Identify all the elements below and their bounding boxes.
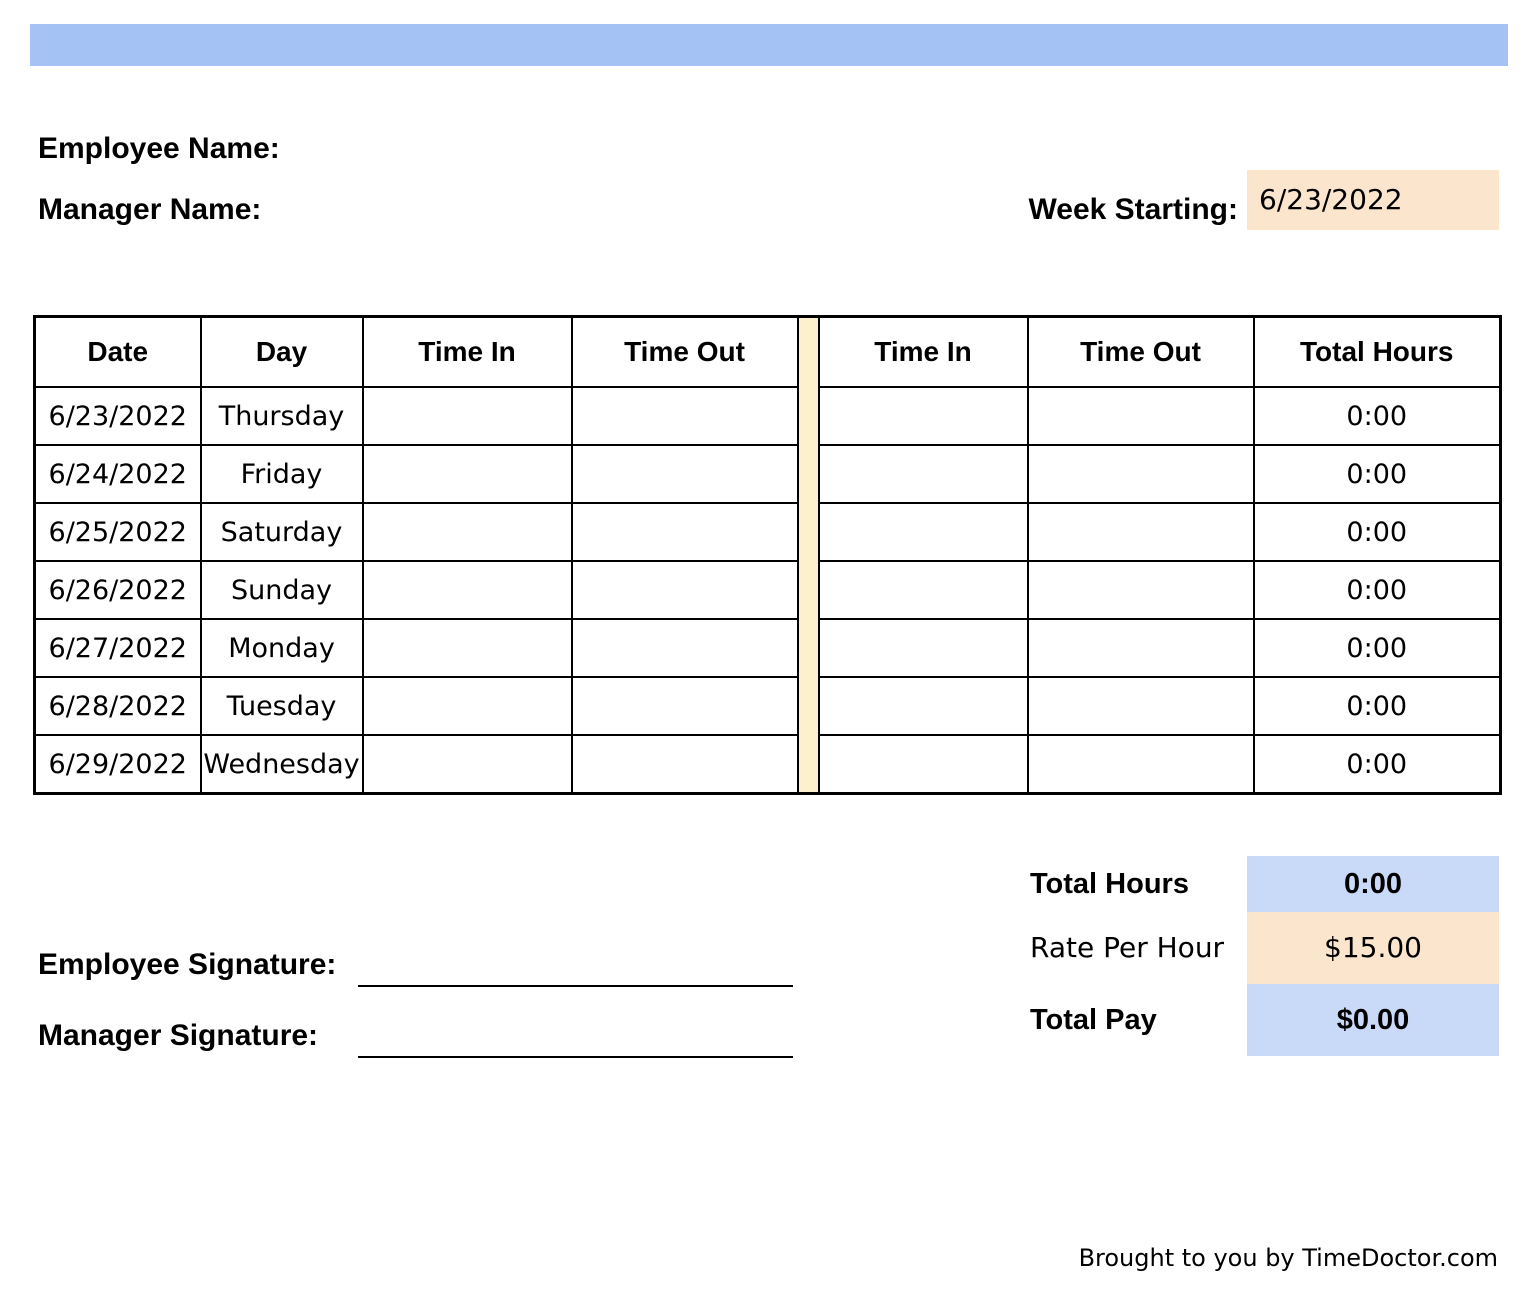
- time-out-2-column-header: Time Out: [1028, 317, 1254, 388]
- total-pay-value: $0.00: [1247, 984, 1499, 1056]
- time-out-cell[interactable]: [1028, 735, 1254, 794]
- date-cell: 6/26/2022: [35, 561, 201, 619]
- day-cell: Sunday: [201, 561, 363, 619]
- day-cell: Saturday: [201, 503, 363, 561]
- time-in-cell[interactable]: [819, 503, 1028, 561]
- day-cell: Wednesday: [201, 735, 363, 794]
- table-header-row: [35, 317, 1501, 388]
- time-out-cell[interactable]: [572, 735, 798, 794]
- time-in-cell[interactable]: [363, 735, 572, 794]
- time-out-cell[interactable]: [572, 387, 798, 445]
- total-hours-cell: 0:00: [1254, 619, 1501, 677]
- day-cell: Tuesday: [201, 677, 363, 735]
- date-cell: 6/23/2022: [35, 387, 201, 445]
- time-in-cell[interactable]: [363, 445, 572, 503]
- table-divider-strip: [798, 317, 819, 794]
- time-in-cell[interactable]: [363, 503, 572, 561]
- time-in-cell[interactable]: [819, 387, 1028, 445]
- employee-name-label: Employee Name:: [38, 132, 280, 165]
- rate-per-hour-value-field[interactable]: $15.00: [1247, 912, 1499, 984]
- total-hours-label: Total Hours: [1030, 868, 1189, 900]
- time-out-1-column-header: Time Out: [572, 317, 798, 388]
- table-row: [35, 445, 1501, 503]
- rate-per-hour-label: Rate Per Hour: [1030, 931, 1225, 964]
- time-out-cell[interactable]: [572, 561, 798, 619]
- week-starting-value-field[interactable]: 6/23/2022: [1247, 170, 1499, 230]
- time-in-cell[interactable]: [363, 387, 572, 445]
- time-out-cell[interactable]: [572, 677, 798, 735]
- time-out-cell[interactable]: [1028, 387, 1254, 445]
- date-cell: 6/25/2022: [35, 503, 201, 561]
- time-in-cell[interactable]: [819, 445, 1028, 503]
- top-color-bar: [30, 24, 1508, 66]
- day-cell: Monday: [201, 619, 363, 677]
- employee-signature-label: Employee Signature:: [38, 948, 337, 981]
- day-cell: Thursday: [201, 387, 363, 445]
- time-out-cell[interactable]: [1028, 619, 1254, 677]
- time-out-cell[interactable]: [1028, 677, 1254, 735]
- time-out-cell[interactable]: [572, 445, 798, 503]
- total-hours-cell: 0:00: [1254, 387, 1501, 445]
- time-out-cell[interactable]: [1028, 445, 1254, 503]
- date-cell: 6/27/2022: [35, 619, 201, 677]
- date-column-header: Date: [35, 317, 201, 388]
- time-in-cell[interactable]: [819, 677, 1028, 735]
- total-hours-cell: 0:00: [1254, 677, 1501, 735]
- manager-signature-line[interactable]: [358, 1056, 793, 1058]
- time-in-cell[interactable]: [363, 561, 572, 619]
- total-hours-value: 0:00: [1247, 856, 1499, 912]
- total-hours-cell: 0:00: [1254, 735, 1501, 794]
- time-in-2-column-header: Time In: [819, 317, 1028, 388]
- total-hours-cell: 0:00: [1254, 503, 1501, 561]
- time-out-cell[interactable]: [572, 503, 798, 561]
- table-row: [35, 387, 1501, 445]
- total-hours-cell: 0:00: [1254, 445, 1501, 503]
- time-in-cell[interactable]: [819, 619, 1028, 677]
- employee-signature-line[interactable]: [358, 985, 793, 987]
- table-row: [35, 619, 1501, 677]
- total-hours-column-header: Total Hours: [1254, 317, 1501, 388]
- day-column-header: Day: [201, 317, 363, 388]
- total-hours-cell: 0:00: [1254, 561, 1501, 619]
- time-out-cell[interactable]: [1028, 561, 1254, 619]
- time-in-cell[interactable]: [819, 735, 1028, 794]
- time-in-cell[interactable]: [819, 561, 1028, 619]
- table-row: [35, 561, 1501, 619]
- table-row: [35, 677, 1501, 735]
- time-out-cell[interactable]: [1028, 503, 1254, 561]
- manager-name-label: Manager Name:: [38, 193, 262, 226]
- date-cell: 6/29/2022: [35, 735, 201, 794]
- date-cell: 6/24/2022: [35, 445, 201, 503]
- total-pay-label: Total Pay: [1030, 1004, 1157, 1036]
- day-cell: Friday: [201, 445, 363, 503]
- table-row: [35, 735, 1501, 794]
- time-in-1-column-header: Time In: [363, 317, 572, 388]
- week-starting-label: Week Starting:: [1028, 193, 1238, 226]
- time-out-cell[interactable]: [572, 619, 798, 677]
- manager-signature-label: Manager Signature:: [38, 1019, 319, 1052]
- date-cell: 6/28/2022: [35, 677, 201, 735]
- time-in-cell[interactable]: [363, 677, 572, 735]
- timesheet-table: [33, 315, 1502, 795]
- table-row: [35, 503, 1501, 561]
- time-in-cell[interactable]: [363, 619, 572, 677]
- footer-credit: Brought to you by TimeDoctor.com: [1078, 1244, 1498, 1272]
